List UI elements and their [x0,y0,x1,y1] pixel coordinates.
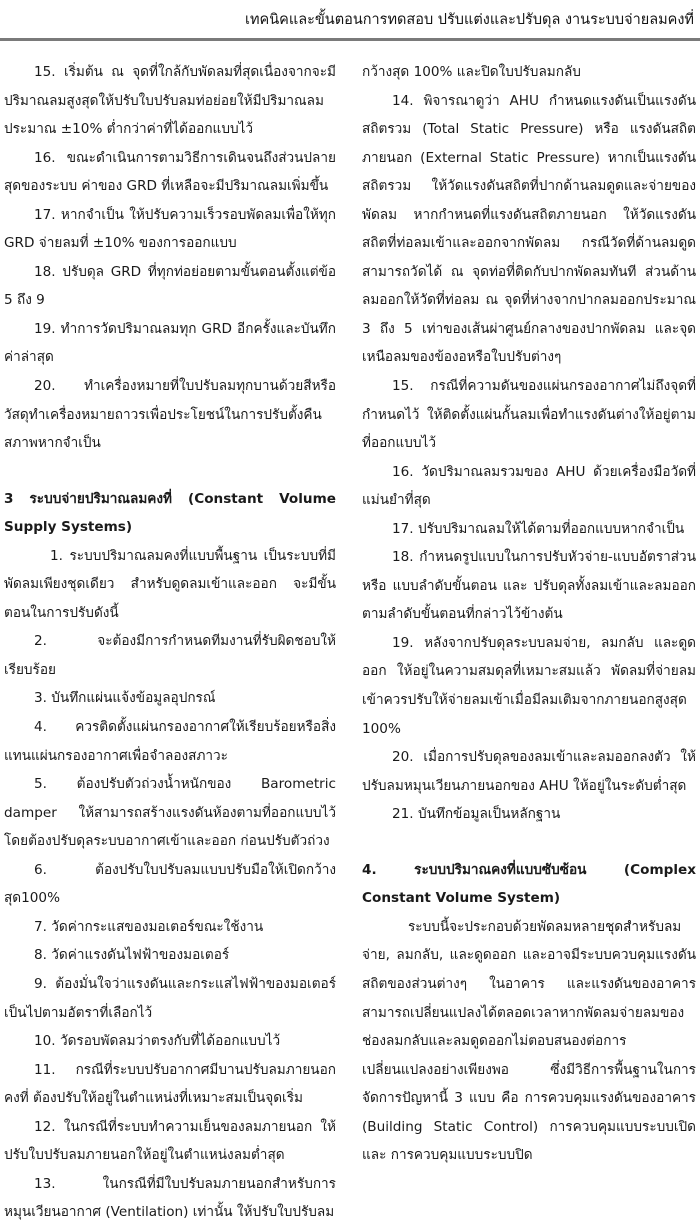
header-rule [0,38,700,41]
section-3-heading: 3 ระบบจ่ายปริมาณลมคงที่ (Constant Volume Supply Systems) [4,490,336,536]
section-3-item-1: 1. ระบบปริมาณลมคงที่แบบพื้นฐาน เป็นระบบที่มีพัดลมเพียงชุดเดียว สำหรับดูดลมเข้าและออก จะมีขั้นตอนในการปรับดังนี้ [4,547,336,621]
running-header [0,0,700,40]
section-3-item-2: 2. จะต้องมีการกำหนดทีมงานที่รับผิดชอบให้เรียบร้อย [4,633,336,678]
section-3-item-20: 20. เมื่อการปรับดุลของลมเข้าและลมออกลงตัว ให้ปรับลมหมุนเวียนภายนอกของ AHU ให้อยู่ในระดับต่ำสุด [362,749,696,794]
section-3-item-18: 18. กำหนดรูปแบบในการปรับหัวจ่าย-แบบอัตราส่วน หรือ แบบลำดับขั้นตอน และ ปรับดุลทั้งลมเข้าและลมออกตามลำดับขั้นตอนที่กล่าวไว้ข้างต้น [362,549,696,623]
header-title: เทคนิคและขั้นตอนการทดสอบ ปรับแต่งและปรับดุล งานระบบจ่ายลมคงที่ [245,12,694,28]
section-4-heading: 4. ระบบปริมาณคงที่แบบซับซ้อน (Complex Constant Volume System) [362,861,696,907]
section-spacer [362,829,696,856]
paragraph-item-18: 18. ปรับดุล GRD ที่ทุกท่อย่อยตามขั้นตอนตั้งแต่ข้อ 5 ถึง 9 [4,263,336,309]
section-3-item-17: 17. ปรับปริมาณลมให้ได้ตามที่ออกแบบหากจำเป็น [392,520,685,537]
section-3-item-21: 21. บันทึกข้อมูลเป็นหลักฐาน [392,806,561,823]
section-3-item-14: 14. พิจารณาดูว่า AHU กำหนดแรงดันเป็นแรงดันสถิตรวม (Total Static Pressure) หรือ แรงดันสถิตภายนอก (External Static Pressure) หากเป็นแรงดันสถิตรวม ให้วัดแรงดันสถิตที่ปากด้านลมดูดและจ่ายของพัดลม หากกำหนดที่แรงดันสถิตภายนอก ให้วัดแรงดันสถิตที่ท่อลมเข้าและออกจากพัดลม กรณีวัดที่ด้านลมดูดสามารถวัดได้ ณ จุดท่อที่ติดกับปากพัดลมทันที ส่วนด้านลมออกให้วัดที่ท่อลม ณ จุดที่ห่างจากปากลมออกประมาณ 3 ถึง 5 เท่าของเส้นผ่าศูนย์กลางของปากพัดลม และจุดเหนือลมของข้องอหรือใบปรับต่างๆ [362,92,696,366]
section-3-item-6: 6. ต้องปรับใบปรับลมแบบปรับมือให้เปิดกว้างสุด100% [4,861,336,907]
section-spacer [4,458,336,485]
section-3-item-16: 16. วัดปริมาณลมรวมของ AHU ด้วยเครื่องมือวัดที่แม่นยำที่สุด [362,463,696,509]
section-4-body: ระบบนี้จะประกอบด้วยพัดลมหลายชุดสำหรับลมจ่าย, ลมกลับ, และดูดออก และอาจมีระบบควบคุมแรงดันสถิตของส่วนต่างๆ ในอาคาร และแรงดันของอาคารสามารถเปลี่ยนแปลงได้ตลอดเวลาหากพัดลมจ่ายลมของช่องลมกลับและลมดูดออกไม่ตอบสนองต่อการเปลี่ยนแปลงอย่างเพียงพอ ซึ่งมีวิธีการพื้นฐานในการจัดการปัญหานี้ 3 แบบ คือ การควบคุมแรงดันของอาคาร (Building Static Control) การควบคุมแบบระบบเปิด และ การควบคุมแบบระบบปิด [362,918,696,1164]
paragraph-item-20: 20. ทำเครื่องหมายที่ใบปรับลมทุกบานด้วยสีหรือวัสดุทำเครื่องหมายถาวรเพื่อประโยชน์ในการปรับตั้งคืนสภาพหากจำเป็น [4,378,336,452]
section-3-item-7: 7. วัดค่ากระแสของมอเตอร์ขณะใช้งาน [34,918,264,935]
section-3-item-5: 5. ต้องปรับตัวถ่วงน้ำหนักของ Barometric damper ให้สามารถสร้างแรงดันห้องตามที่ออกแบบไว้ โดยต้องปรับดุลระบบอากาศเข้าและออก ก่อนปรับตัวถ่วง [4,776,336,850]
section-3-item-12: 12. ในกรณีที่ระบบทำความเย็นของลมภายนอก ให้ปรับใบปรับลมภายนอกให้อยู่ในตำแหน่งลมต่ำสุด [4,1118,336,1164]
section-3-item-15: 15. กรณีที่ความดันของแผ่นกรองอากาศไม่ถึงจุดที่กำหนดไว้ ให้ติดตั้งแผ่นกั้นลมเพื่อทำแรงดันต่างให้อยู่ตามที่ออกแบบไว้ [362,378,696,452]
section-3-item-3: 3. บันทึกแผ่นแจ้งข้อมูลอุปกรณ์ [34,690,216,707]
section-3-item-10: 10. วัดรอบพัดลมว่าตรงกับที่ได้ออกแบบไว้ [34,1033,281,1050]
section-3-item-11: 11. กรณีที่ระบบปรับอากาศมีบานปรับลมภายนอกคงที่ ต้องปรับให้อยู่ในตำแหน่งที่เหมาะสมเป็นจุดเริ่ม [4,1061,336,1107]
paragraph-item-17: 17. หากจำเป็น ให้ปรับความเร็วรอบพัดลมเพื่อให้ทุก GRD จ่ายลมที่ ±10% ของการออกแบบ [4,206,336,252]
section-3-item-19: 19. หลังจากปรับดุลระบบลมจ่าย, ลมกลับ และดูดออก ให้อยู่ในความสมดุลที่เหมาะสมแล้ว พัดลมที่จ่ายลมเข้าควรปรับให้จ่ายลมเข้าเมื่อมีลมเติมจากภายนอกสูงสุด 100% [362,634,696,737]
section-3-item-4: 4. ควรติดตั้งแผ่นกรองอากาศให้เรียบร้อยหรือสิ่งแทนแผ่นกรองอากาศเพื่อจำลองสภาวะ [4,719,336,764]
right-column [362,58,696,1164]
paragraph-continuation: กว้างสุด 100% และปิดใบปรับลมกลับ [362,64,581,80]
paragraph-item-16: 16. ขณะดำเนินการตามวิธีการเดินจนถึงส่วนปลายสุดของระบบ ค่าของ GRD ที่เหลือจะมีปริมาณลมเพิ่มขึ้น [4,149,336,195]
paragraph-item-19: 19. ทำการวัดปริมาณลมทุก GRD อีกครั้งและบันทึกค่าล่าสุด [4,320,336,366]
section-3-item-13: 13. ในกรณีที่มีใบปรับลมภายนอกสำหรับการหมุนเวียนอากาศ (Ventilation) เท่านั้น ให้ปรับใบปรับลม [4,1175,336,1221]
paragraph-item-15: 15. เริ่มต้น ณ จุดที่ใกล้กับพัดลมที่สุดเนื่องจากจะมีปริมาณลมสูงสุดให้ปรับใบปรับลมท่อย่อยให้มีปริมาณลมประมาณ ±10% ต่ำกว่าค่าที่ได้ออกแบบไว้ [4,64,336,138]
section-3-item-8: 8. วัดค่าแรงดันไฟฟ้าของมอเตอร์ [34,947,230,964]
left-column [4,58,336,1221]
section-3-item-9: 9. ต้องมั่นใจว่าแรงดันและกระแสไฟฟ้าของมอเตอร์เป็นไปตามอัตราที่เลือกไว้ [4,975,336,1021]
